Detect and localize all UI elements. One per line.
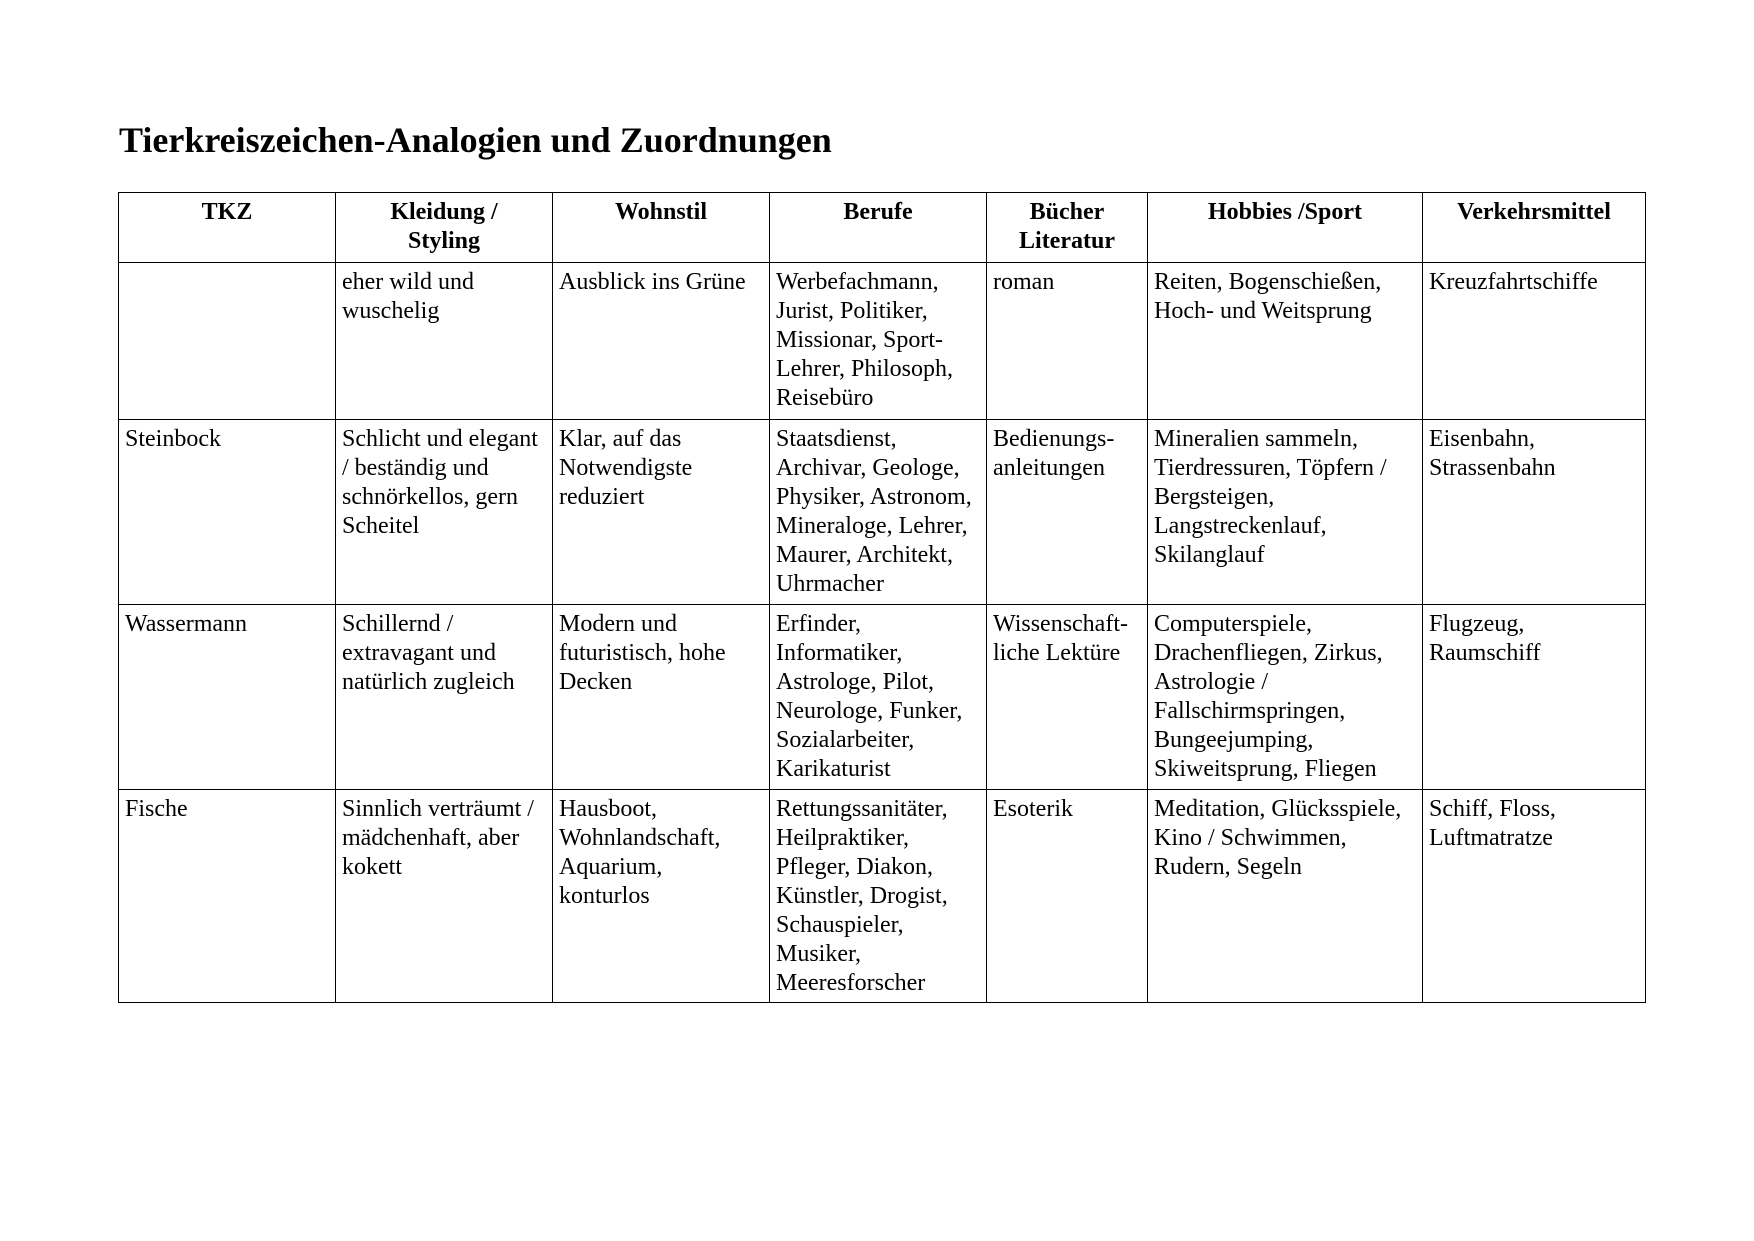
cell-hobbies: Computerspiele, Drachenfliegen, Zirkus, Astrologie / Fallschirmspringen, Bungeejumping, Skiweitsprung, Fliegen xyxy=(1148,605,1423,790)
cell-kleidung: eher wild und wuschelig xyxy=(336,263,553,420)
cell-verkehrsmittel: Flugzeug, Raumschiff xyxy=(1423,605,1646,790)
header-cell-buecher: Bücher Literatur xyxy=(987,193,1148,263)
header-cell-wohnstil: Wohnstil xyxy=(553,193,770,263)
cell-wohnstil: Modern und futuristisch, hohe Decken xyxy=(553,605,770,790)
cell-berufe: Erfinder, Informatiker, Astrologe, Pilot, Neurologe, Funker, Sozialarbeiter, Karikaturist xyxy=(770,605,987,790)
cell-hobbies: Meditation, Glücksspiele, Kino / Schwimmen, Rudern, Segeln xyxy=(1148,790,1423,1003)
cell-tkz: Wassermann xyxy=(119,605,336,790)
cell-berufe: Rettungssanitäter, Heilpraktiker, Pfleger, Diakon, Künstler, Drogist, Schauspieler, Musiker, Meeresforscher xyxy=(770,790,987,1003)
cell-berufe: Werbefachmann, Jurist, Politiker, Missionar, Sport- Lehrer, Philosoph, Reisebüro xyxy=(770,263,987,420)
cell-berufe: Staatsdienst, Archivar, Geologe, Physiker, Astronom, Mineraloge, Lehrer, Maurer, Architekt, Uhrmacher xyxy=(770,420,987,605)
cell-wohnstil: Hausboot, Wohnlandschaft, Aquarium, konturlos xyxy=(553,790,770,1003)
header-cell-hobbies: Hobbies /Sport xyxy=(1148,193,1423,263)
cell-wohnstil: Klar, auf das Notwendigste reduziert xyxy=(553,420,770,605)
table-row xyxy=(119,263,1646,420)
page-title: Tierkreiszeichen-Analogien und Zuordnungen xyxy=(119,120,832,160)
cell-kleidung: Schillernd / extravagant und natürlich zugleich xyxy=(336,605,553,790)
cell-kleidung: Schlicht und elegant / beständig und schnörkellos, gern Scheitel xyxy=(336,420,553,605)
cell-buecher: Wissenschaft- liche Lektüre xyxy=(987,605,1148,790)
table-row xyxy=(119,605,1646,790)
table-row xyxy=(119,790,1646,1003)
cell-tkz: Fische xyxy=(119,790,336,1003)
header-cell-verkehrsmittel: Verkehrsmittel xyxy=(1423,193,1646,263)
header-cell-tkz: TKZ xyxy=(119,193,336,263)
cell-verkehrsmittel: Schiff, Floss, Luftmatratze xyxy=(1423,790,1646,1003)
table-header-row xyxy=(119,193,1646,263)
cell-tkz xyxy=(119,263,336,420)
cell-hobbies: Mineralien sammeln, Tierdressuren, Töpfern / Bergsteigen, Langstreckenlauf, Skilanglauf xyxy=(1148,420,1423,605)
cell-verkehrsmittel: Kreuzfahrtschiffe xyxy=(1423,263,1646,420)
table-row xyxy=(119,420,1646,605)
cell-verkehrsmittel: Eisenbahn, Strassenbahn xyxy=(1423,420,1646,605)
cell-tkz: Steinbock xyxy=(119,420,336,605)
cell-buecher: Bedienungs- anleitungen xyxy=(987,420,1148,605)
cell-wohnstil: Ausblick ins Grüne xyxy=(553,263,770,420)
cell-hobbies: Reiten, Bogenschießen, Hoch- und Weitsprung xyxy=(1148,263,1423,420)
cell-buecher: roman xyxy=(987,263,1148,420)
cell-kleidung: Sinnlich verträumt / mädchenhaft, aber kokett xyxy=(336,790,553,1003)
zodiac-table xyxy=(118,192,1646,1003)
header-cell-kleidung: Kleidung / Styling xyxy=(336,193,553,263)
cell-buecher: Esoterik xyxy=(987,790,1148,1003)
header-cell-berufe: Berufe xyxy=(770,193,987,263)
